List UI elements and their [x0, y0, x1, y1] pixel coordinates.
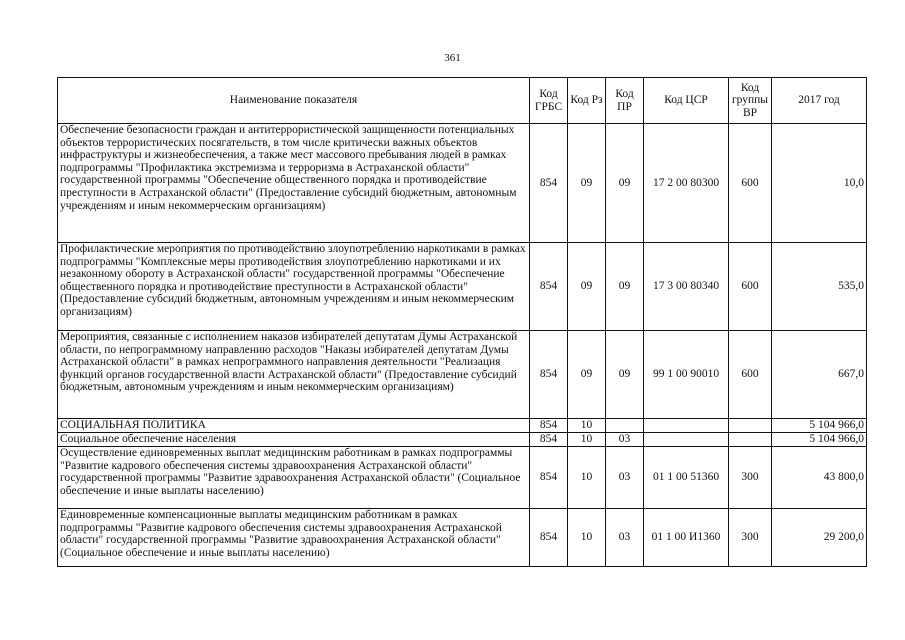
row-name: Мероприятия, связанные с исполнением наказов избирателей депутатам Думы Астраханской области, по непрограммному направлению расходов "Наказы избирателей депутатам Думы Астраханской области" в рамках непрограммного направления деятельности "Реализация функций органов государственной власти Астраханской области" (Предоставление субсидий бюджетным, автономным учреждениям и иным некоммерческим организациям)	[58, 331, 530, 419]
header-grbs: Код ГРБС	[530, 78, 568, 124]
table-row	[58, 447, 867, 509]
row-pr: 03	[606, 447, 644, 509]
row-rz: 09	[568, 124, 606, 243]
row-vr: 600	[729, 124, 772, 243]
row-grbs: 854	[530, 447, 568, 509]
row-rz: 10	[568, 419, 606, 433]
row-pr: 09	[606, 124, 644, 243]
row-rz: 10	[568, 509, 606, 567]
row-amount: 5 104 966,0	[772, 419, 867, 433]
table-row	[58, 433, 867, 447]
row-grbs: 854	[530, 433, 568, 447]
row-grbs: 854	[530, 124, 568, 243]
row-grbs: 854	[530, 419, 568, 433]
header-name: Наименование показателя	[58, 78, 530, 124]
table-row	[58, 243, 867, 331]
row-vr: 600	[729, 331, 772, 419]
row-csr	[644, 433, 729, 447]
row-amount: 43 800,0	[772, 447, 867, 509]
header-year: 2017 год	[772, 78, 867, 124]
header-vr: Код группы ВР	[729, 78, 772, 124]
row-pr: 09	[606, 331, 644, 419]
row-rz: 10	[568, 447, 606, 509]
row-name: Единовременные компенсационные выплаты медицинским работникам в рамках подпрограммы "Развитие кадрового обеспечения системы здравоохранения Астраханской области" государственной программы "Развитие здравоохранения Астраханской области" (Социальное обеспечение и иные выплаты населению)	[58, 509, 530, 567]
row-vr: 600	[729, 243, 772, 331]
row-rz: 09	[568, 331, 606, 419]
header-rz: Код Рз	[568, 78, 606, 124]
budget-table	[57, 77, 867, 567]
row-pr	[606, 419, 644, 433]
row-pr: 09	[606, 243, 644, 331]
row-name: Осуществление единовременных выплат медицинским работникам в рамках подпрограммы "Развитие кадрового обеспечения системы здравоохранения Астраханской области" государственной программы "Развитие здравоохранения Астраханской области" (Социальное обеспечение и иные выплаты населению)	[58, 447, 530, 509]
row-amount: 535,0	[772, 243, 867, 331]
row-vr: 300	[729, 509, 772, 567]
row-vr	[729, 419, 772, 433]
row-vr: 300	[729, 447, 772, 509]
header-csr: Код ЦСР	[644, 78, 729, 124]
row-csr	[644, 419, 729, 433]
row-amount: 5 104 966,0	[772, 433, 867, 447]
row-grbs: 854	[530, 509, 568, 567]
row-rz: 09	[568, 243, 606, 331]
row-name: Обеспечение безопасности граждан и антитеррористической защищенности потенциальных объектов террористических посягательств, в том числе критически важных объектов инфраструктуры и жизнеобеспечения, а также мест массового пребывания людей в рамках подпрограммы "Профилактика экстремизма и терроризма в Астраханской области" государственной программы "Обеспечение общественного порядка и противодействие преступности в Астраханской области" (Предоставление субсидий бюджетным, автономным учреждениям и иным некоммерческим организациям)	[58, 124, 530, 243]
table-row	[58, 419, 867, 433]
row-grbs: 854	[530, 243, 568, 331]
row-csr: 17 2 00 80300	[644, 124, 729, 243]
row-grbs: 854	[530, 331, 568, 419]
row-vr	[729, 433, 772, 447]
row-csr: 01 1 00 И1360	[644, 509, 729, 567]
row-csr: 99 1 00 90010	[644, 331, 729, 419]
table-row	[58, 124, 867, 243]
page-number: 361	[444, 52, 461, 64]
row-pr: 03	[606, 433, 644, 447]
row-csr: 17 3 00 80340	[644, 243, 729, 331]
row-name: СОЦИАЛЬНАЯ ПОЛИТИКА	[58, 419, 530, 433]
row-amount: 667,0	[772, 331, 867, 419]
table-row	[58, 509, 867, 567]
row-amount: 29 200,0	[772, 509, 867, 567]
table-header-row	[58, 78, 867, 124]
row-amount: 10,0	[772, 124, 867, 243]
row-csr: 01 1 00 51360	[644, 447, 729, 509]
row-name: Профилактические мероприятия по противодействию злоупотреблению наркотиками в рамках подпрограммы "Комплексные меры противодействия злоупотреблению наркотиками и их незаконному обороту в Астраханской области" государственной программы "Обеспечение общественного порядка и противодействие преступности в Астраханской области" (Предоставление субсидий бюджетным, автономным учреждениям и иным некоммерческим организациям)	[58, 243, 530, 331]
header-pr: Код ПР	[606, 78, 644, 124]
table-row	[58, 331, 867, 419]
row-pr: 03	[606, 509, 644, 567]
row-name: Социальное обеспечение населения	[58, 433, 530, 447]
row-rz: 10	[568, 433, 606, 447]
